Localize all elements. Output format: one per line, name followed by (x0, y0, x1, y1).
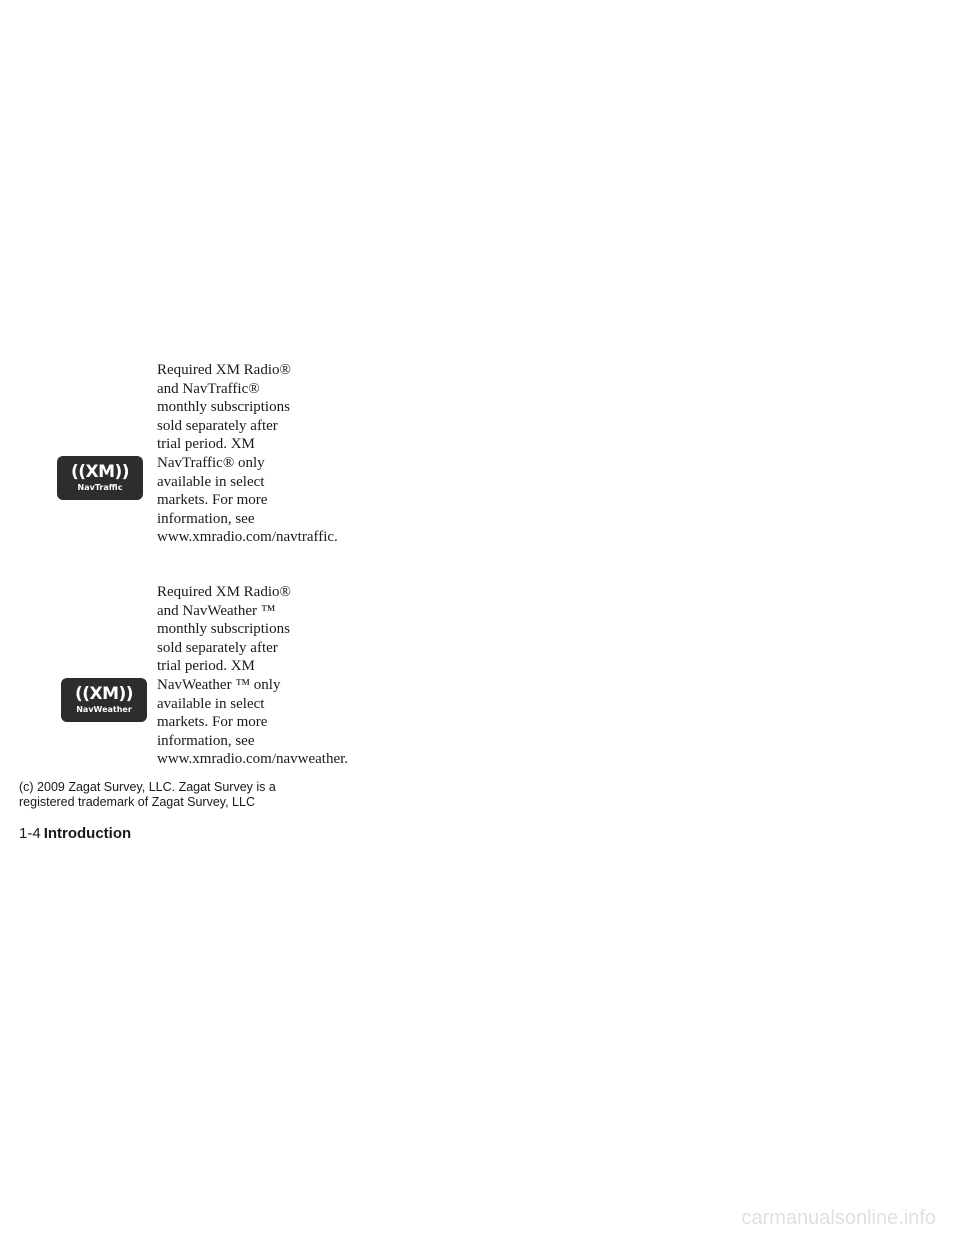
xm-logo-mark: ((XM)) (70, 462, 130, 482)
text-line: trial period. XM (157, 436, 255, 453)
text-line: available in select (157, 695, 265, 712)
section-title: Introduction (43, 825, 132, 842)
xm-logo-label: NavWeather (76, 705, 132, 714)
text-line: markets. For more (157, 714, 268, 731)
text-line: information, see (157, 510, 255, 527)
text-line: available in select (157, 473, 265, 490)
page-footer (19, 825, 131, 843)
page-number: 1-4 (19, 825, 41, 842)
navtraffic-url: www.xmradio.com/navtraffic. (157, 529, 338, 546)
xm-logo-mark: ((XM)) (74, 684, 134, 704)
watermark: carmanualsonline.info (741, 1207, 936, 1229)
navtraffic-notice-text (157, 361, 417, 547)
text-line: monthly subscriptions (157, 399, 290, 416)
text-line: monthly subscriptions (157, 621, 290, 638)
navweather-url: www.xmradio.com/navweather. (157, 751, 349, 768)
text-line: information, see (157, 732, 255, 749)
copyright-line: (c) 2009 Zagat Survey, LLC. Zagat Survey is a (19, 780, 276, 794)
copyright-line: registered trademark of Zagat Survey, LLC (19, 795, 255, 809)
text-line: NavWeather ™ only (157, 676, 281, 693)
text-line: Required XM Radio® (157, 362, 291, 378)
text-line: and NavWeather ™ (157, 602, 276, 619)
copyright-notice (19, 780, 439, 810)
xm-navweather-logo (61, 678, 147, 722)
text-line: sold separately after (157, 417, 278, 434)
xm-logo-label: NavTraffic (77, 483, 123, 492)
text-line: and NavTraffic® (157, 380, 260, 397)
text-line: markets. For more (157, 492, 268, 509)
text-line: sold separately after (157, 639, 278, 656)
xm-navtraffic-logo (57, 456, 143, 500)
text-line: Required XM Radio® (157, 584, 291, 600)
text-line: trial period. XM (157, 658, 255, 675)
navweather-notice-text (157, 583, 417, 769)
text-line: NavTraffic® only (157, 454, 265, 471)
